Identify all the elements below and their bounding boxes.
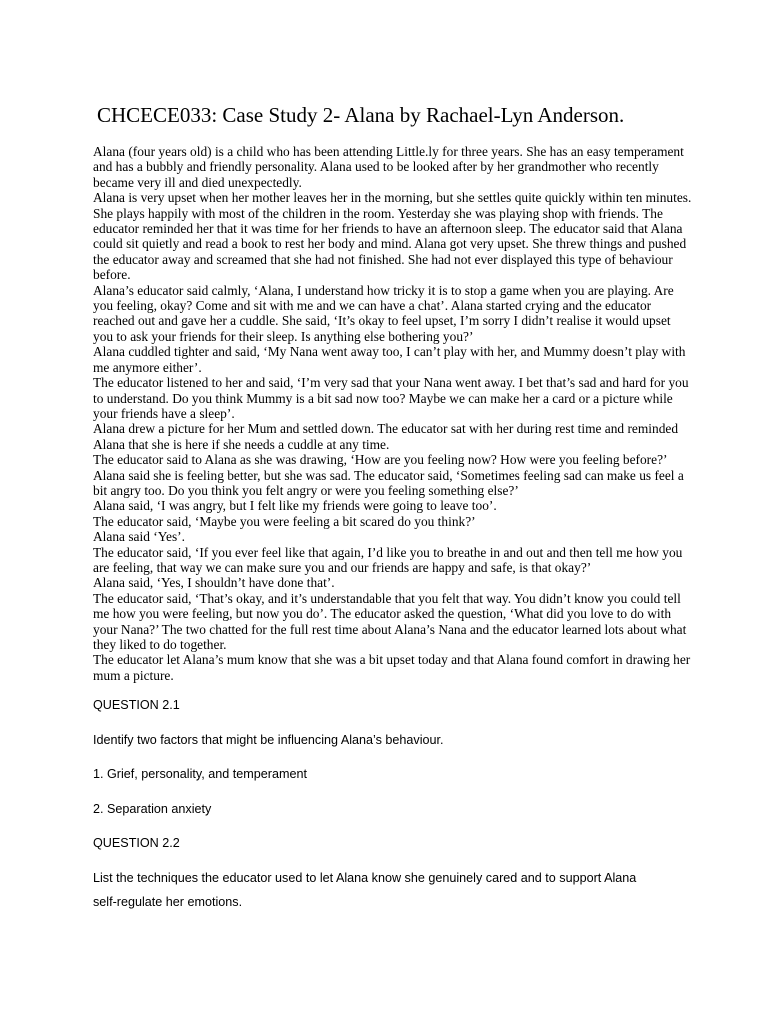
question-2-1-prompt: Identify two factors that might be influencing Alana’s behaviour.: [93, 733, 444, 747]
paragraph-shouldnt-have: Alana said, ‘Yes, I shouldn’t have done that’.: [93, 575, 335, 591]
paragraph-drew-picture: Alana drew a picture for her Mum and settled down. The educator sat with her during rest time and reminded Alana that she is here if she needs a cuddle at any time.: [93, 421, 679, 452]
paragraph-understandable: The educator said, ‘That’s okay, and it’s understandable that you felt that way. You didn’t know you could tell me how you were feeling, but now you do’. The educator asked the question, ‘What did you love to do with your Nana?’ The two chatted for the full rest time about Alana’s Nana and the educator learned lots about what they liked to do together.: [93, 590, 687, 652]
question-2-2-prompt-line-2: self-regulate her emotions.: [93, 895, 243, 909]
document-title: CHCECE033: Case Study 2- Alana by Rachael-Lyn Anderson.: [97, 103, 625, 127]
paragraph-feeling-now: The educator said to Alana as she was drawing, ‘How are you feeling now? How were you feeling before?’ Alana said she is feeling better, but she was sad. The educator said, ‘Sometimes feeling sad can make us feel a bit angry too. Do you think you felt angry or were you feeling something else?’: [93, 452, 684, 498]
paragraph-intro: Alana (four years old) is a child who has been attending Little.ly for three years. She has an easy temperament and has a bubbly and friendly personality. Alana used to be looked after by her grandmother who recently became very ill and died unexpectedly.: [93, 144, 684, 190]
paragraph-breathe: The educator said, ‘If you ever feel like that again, I’d like you to breathe in and out and then tell me how you are feeling, that way we can make sure you and our friends are happy and safe, is that okay?’: [93, 544, 683, 575]
paragraph-scared: The educator said, ‘Maybe you were feeling a bit scared do you think?’: [93, 513, 476, 529]
paragraph-educator-calm: Alana’s educator said calmly, ‘Alana, I understand how tricky it is to stop a game when you are playing. Are you feeling, okay? Come and sit with me and we can have a chat’. Alana started crying and the educator reached out and gave her a cuddle. She said, ‘It’s okay to feel upset, I’m sorry I didn’t realise it would upset you to ask your friends for their sleep. Is anything else bothering you?’: [93, 282, 674, 344]
paragraph-educator-listened: The educator listened to her and said, ‘I’m very sad that your Nana went away. I bet that’s sad and hard for you to understand. Do you think Mummy is a bit sad now too? Maybe we can make her a card or a picture while your friends have a sleep’.: [93, 375, 689, 421]
question-2-1-answer-1: 1. Grief, personality, and temperament: [93, 767, 307, 781]
paragraph-upset: Alana is very upset when her mother leaves her in the morning, but she settles quite quickly within ten minutes. She plays happily with most of the children in the room. Yesterday she was playing shop with friends. The educator reminded her that it was time for her friends to have an afternoon sleep. The educator said that Alana could sit quietly and read a book to rest her body and mind. Alana got very upset. She threw things and pushed the educator away and screamed that she had not finished. She had not ever displayed this type of behaviour before.: [93, 190, 692, 283]
question-2-1-answer-2: 2. Separation anxiety: [93, 802, 212, 816]
case-study-text: [93, 144, 693, 683]
paragraph-nana-went-away: Alana cuddled tighter and said, ‘My Nana went away too, I can’t play with her, and Mummy doesn’t play with me anymore either’.: [93, 344, 686, 375]
paragraph-was-angry: Alana said, ‘I was angry, but I felt like my friends were going to leave too’.: [93, 498, 497, 514]
question-2-1-heading: QUESTION 2.1: [93, 698, 180, 712]
paragraph-yes: Alana said ‘Yes’.: [93, 529, 185, 545]
question-2-2-prompt-line-1: List the techniques the educator used to let Alana know she genuinely cared and to support Alana: [93, 871, 637, 885]
paragraph-told-mum: The educator let Alana’s mum know that she was a bit upset today and that Alana found comfort in drawing her mum a picture.: [93, 652, 691, 683]
question-2-2-heading: QUESTION 2.2: [93, 836, 180, 850]
